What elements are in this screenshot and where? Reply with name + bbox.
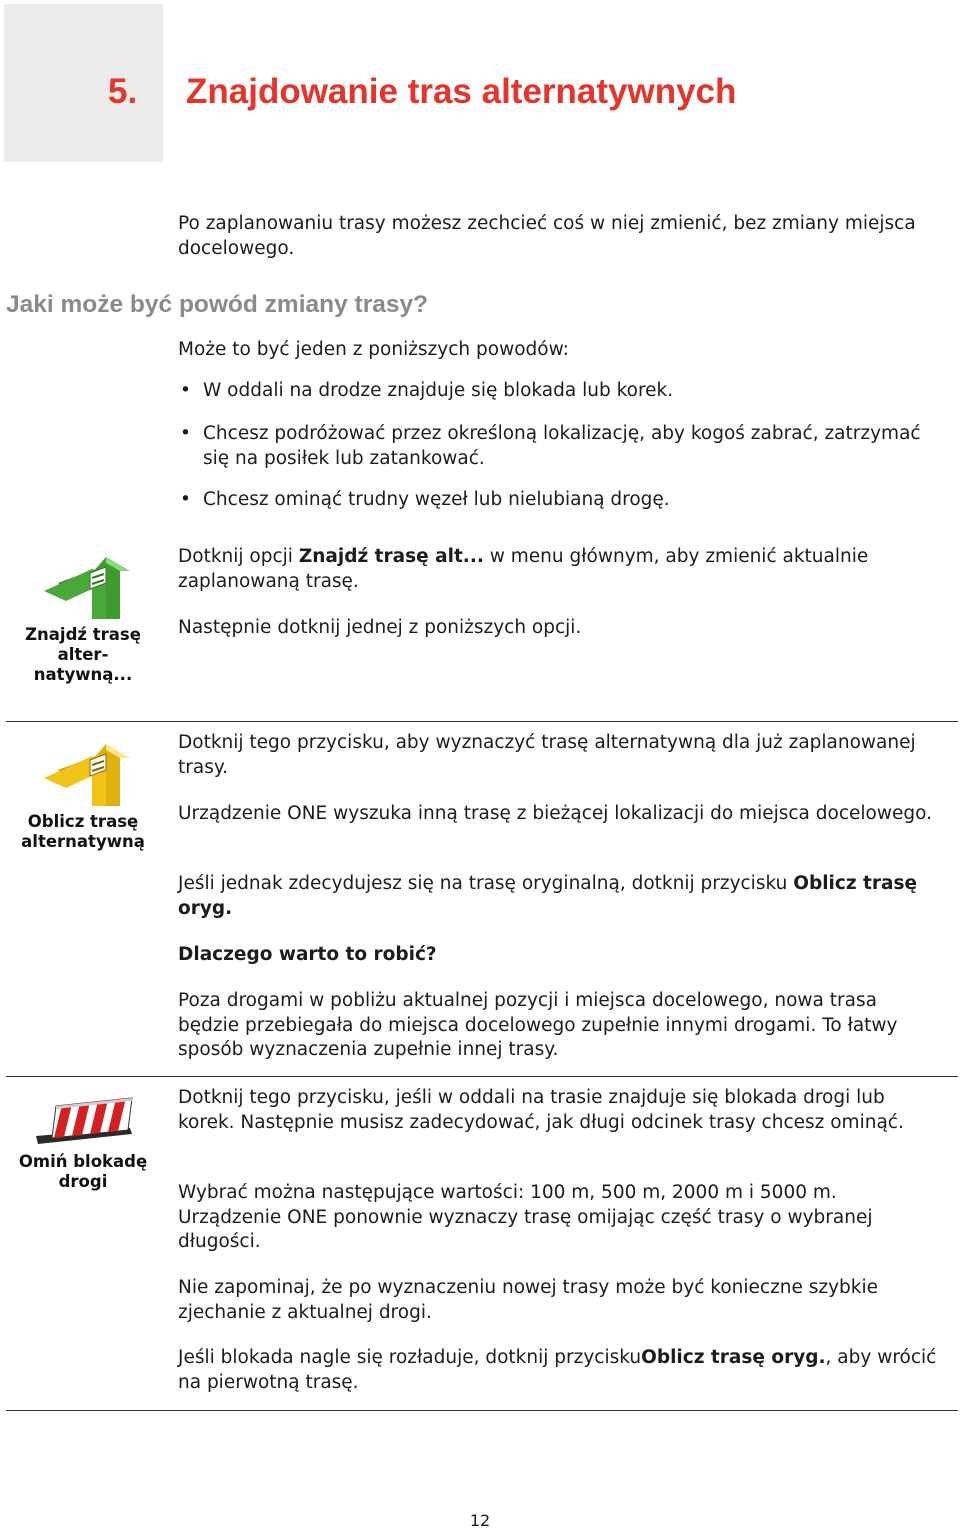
calculate-alternative-label: Oblicz trasę alternatywną (21, 812, 145, 851)
section-heading: Jaki może być powód zmiany trasy? (6, 291, 429, 318)
find-alt-instruction (178, 545, 938, 594)
calc-alt-text: Jeśli jednak zdecydujesz się na trasę oryginalną, dotknij przycisku (178, 873, 794, 894)
page-number: 12 (469, 1511, 491, 1530)
find-alternative-route-icon[interactable] (40, 553, 132, 619)
original-route-option-name: Oblicz trasę oryg. (641, 1347, 826, 1368)
why-heading: Dlaczego warto to robić? (178, 944, 437, 965)
divider (6, 721, 958, 722)
avoid-block-paragraph-2: Wybrać można następujące wartości: 100 m, 500 m, 2000 m i 5000 m. Urządzenie ONE ponownie wyznaczy trasę omijając część trasy o wybranej długości. (178, 1182, 873, 1252)
bullet-item: W oddali na drodze znajduje się blokada lub korek. (203, 380, 674, 401)
avoid-block-paragraph-3: Nie zapominaj, że po wyznaczeniu nowej trasy może być konieczne szybkie zjechanie z aktualnej drogi. (178, 1277, 879, 1323)
bullet-item: Chcesz ominąć trudny węzeł lub nielubianą drogę. (203, 489, 670, 510)
chapter-number: 5. (108, 72, 138, 111)
original-route-option-name: Oblicz trasę oryg. (178, 873, 918, 919)
bullet-marker: • (180, 423, 191, 444)
bullet-marker: • (180, 489, 191, 510)
find-alt-next-step: Następnie dotknij jednej z poniższych opcji. (178, 617, 582, 638)
find-alt-text: Dotknij opcji (178, 546, 299, 567)
avoid-block-text: , aby wrócić na pierwotną trasę. (178, 1347, 937, 1393)
divider (6, 1410, 958, 1411)
avoid-roadblock-label: Omiń blokadę drogi (18, 1152, 148, 1191)
calc-alt-paragraph-2: Urządzenie ONE wyszuka inną trasę z bieżącej lokalizacji do miejsca docelowego. (178, 803, 932, 824)
intro-paragraph: Po zaplanowaniu trasy możesz zechcieć coś w niej zmienić, bez zmiany miejsca docelowego. (178, 213, 916, 259)
divider (6, 1076, 958, 1077)
calculate-alternative-icon[interactable] (40, 740, 132, 806)
calc-alt-paragraph-3 (178, 872, 938, 921)
calc-alt-paragraph-4: Poza drogami w pobliżu aktualnej pozycji i miejsca docelowego, nowa trasa będzie przebiegała do miejsca docelowego zupełnie innymi drogami. To łatwy sposób wyznaczenia zupełnie innej trasy. (178, 990, 898, 1060)
chapter-title: Znajdowanie tras alternatywnych (186, 72, 737, 111)
avoid-roadblock-icon[interactable] (34, 1092, 134, 1146)
find-alt-text: w menu głównym, aby zmienić aktualnie zaplanowaną trasę. (178, 546, 869, 592)
avoid-block-paragraph-4 (178, 1346, 938, 1395)
find-alt-option-name: Znajdź trasę alt... (298, 546, 484, 567)
chapter-header-box (4, 4, 163, 162)
bullet-item: Chcesz podróżować przez określoną lokalizację, aby kogoś zabrać, zatrzymać się na posiłek lub zatankować. (203, 423, 921, 469)
bullet-marker: • (180, 380, 191, 401)
avoid-block-paragraph-1: Dotknij tego przycisku, jeśli w oddali na trasie znajduje się blokada drogi lub korek. Następnie musisz zadecydować, jak długi odcinek trasy chcesz ominąć. (178, 1087, 904, 1133)
find-alternative-route-label: Znajdź trasę alter-natywną... (25, 625, 141, 684)
section-lead: Może to być jeden z poniższych powodów: (178, 339, 569, 360)
avoid-block-text: Jeśli blokada nagle się rozładuje, dotknij przycisku (178, 1347, 642, 1368)
calc-alt-paragraph-1: Dotknij tego przycisku, aby wyznaczyć trasę alternatywną dla już zaplanowanej trasy. (178, 732, 916, 778)
